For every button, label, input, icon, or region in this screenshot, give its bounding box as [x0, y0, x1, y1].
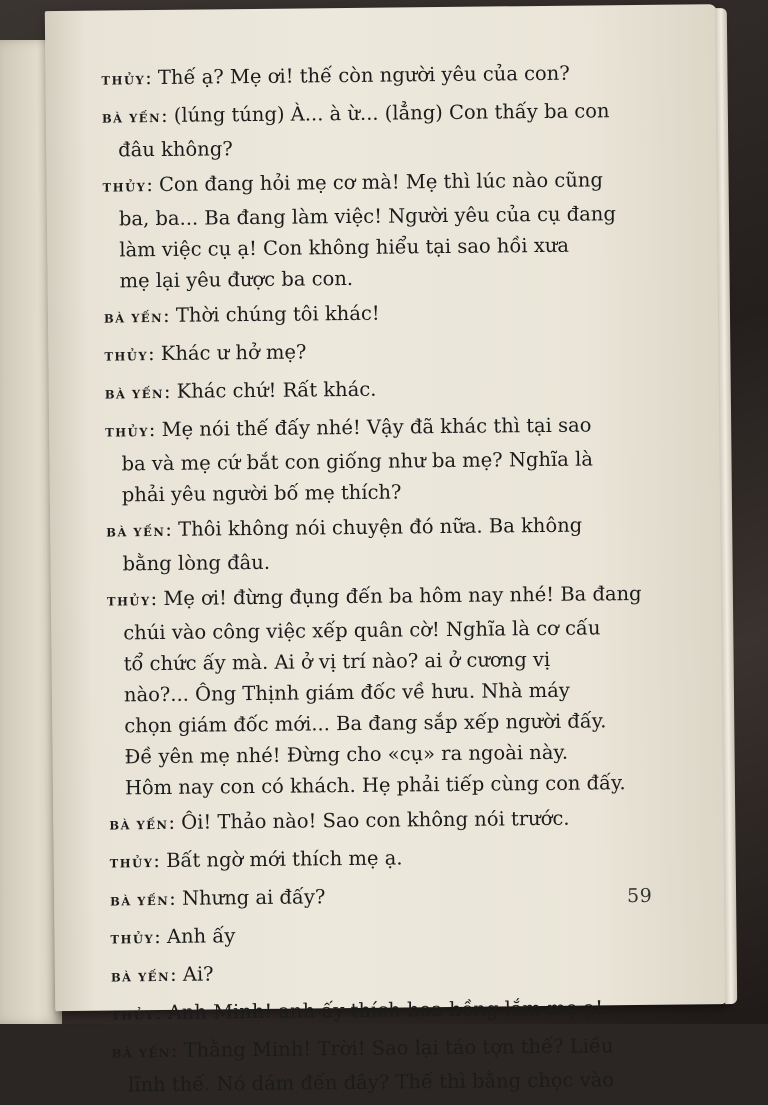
dialogue-text-line: Con đang hỏi mẹ cơ mà! Mẹ thì lúc nào cũng [158, 168, 603, 196]
dialogue-text-line: Mẹ nói thế đấy nhé! Vậy đã khác thì tại sao [161, 413, 592, 441]
speaker-separator: : [162, 303, 177, 327]
dialogue-text-line: Ôi! Thảo nào! Sao con không nói trước. [181, 806, 570, 834]
dialogue-first-line [102, 95, 662, 135]
speaker-separator: : [169, 886, 183, 910]
dialogue-text-line: Thế ạ? Mẹ ơi! thế còn người yêu của con? [157, 61, 570, 89]
dialogue-entry [105, 409, 666, 511]
dialogue-first-line [110, 878, 670, 918]
dialogue-first-line [105, 371, 665, 411]
speaker-name: THỦY [110, 932, 155, 947]
dialogue-entry [111, 992, 671, 1032]
dialogue-text-line: chọn giám đốc mới... Ba đang sắp xếp người đấy. [124, 709, 607, 738]
speaker-name: BÀ YẾN [103, 310, 164, 326]
dialogue-text-line: Đề yên mẹ nhé! Đừng cho «cụ» ra ngoài này. [124, 740, 569, 769]
dialogue-text-line: phải yêu người bố mẹ thích? [121, 480, 402, 507]
dialogue-text-line: ba, ba... Ba đang làm việc! Người yêu của cụ đang [118, 202, 616, 231]
speaker-separator: : [150, 586, 164, 611]
speaker-name: BÀ YẾN [101, 110, 162, 126]
dialogue-text-line: Bất ngờ mới thích mẹ ạ. [166, 846, 403, 872]
dialogue-continuation-line [107, 612, 667, 649]
dialogue-text-line: Anh ấy [166, 924, 236, 948]
dialogue-continuation-line [106, 543, 666, 580]
dialogue-text-line: mẹ lại yêu được ba con. [119, 266, 354, 293]
dialogue-text-line: Mẹ ơi! đừng đụng đến ba hôm nay nhé! Ba đang [163, 581, 642, 610]
dialogue-continuation-line [105, 443, 665, 480]
dialogue-entry [110, 878, 670, 918]
dialogue-first-line [101, 57, 661, 97]
dialogue-entry [105, 371, 665, 411]
dialogue-continuation-line [103, 198, 663, 235]
speaker-name: THỦY [102, 180, 147, 195]
dialogue-text-line: Thời chúng tôi khác! [175, 301, 380, 327]
dialogue-first-line [111, 954, 671, 994]
speaker-separator: : [170, 1038, 184, 1062]
speaker-name: THỦY [101, 73, 146, 88]
speaker-name: BÀ YẾN [104, 386, 165, 402]
dialogue-first-line [109, 802, 669, 842]
dialogue-first-line [104, 295, 664, 335]
speaker-separator: : [154, 1000, 168, 1025]
dialogue-text-line: nào?... Ông Thịnh giám đốc về hưu. Nhà máy [123, 678, 570, 707]
speaker-separator: : [165, 517, 179, 541]
dialogue-text-line: lĩnh thế. Nó dám đến đây? Thế thì bằng chọc vào [127, 1068, 615, 1097]
dialogue-first-line [104, 333, 664, 373]
speaker-name: BÀ YẾN [106, 524, 166, 540]
dialogue-text-line: Anh Minh! anh ấy thích hoa hồng lắm mẹ ạ! [167, 996, 604, 1024]
speaker-separator: : [160, 103, 174, 127]
dialogue-continuation-line [106, 474, 666, 511]
dialogue-continuation-line [103, 260, 663, 297]
dialogue-text-line: làm việc cụ ạ! Con không hiểu tại sao hồi xưa [119, 233, 570, 262]
dialogue-entry [112, 1030, 673, 1101]
speaker-separator: : [169, 962, 183, 986]
speaker-name: THỦY [104, 349, 149, 364]
speaker-separator: : [146, 172, 160, 197]
dialogue-entry [104, 333, 664, 373]
dialogue-entry [110, 916, 670, 956]
speaker-name: BÀ YẾN [110, 893, 170, 909]
dialogue-text-line: chúi vào công việc xếp quân cờ! Nghĩa là cơ cấu [123, 616, 601, 645]
speaker-name: THỦY [106, 594, 151, 609]
dialogue-entry [110, 840, 670, 880]
dialogue-text-line: Thôi không nói chuyện đó nữa. Ba không [178, 513, 583, 541]
dialogue-text [101, 57, 672, 1105]
dialogue-text-line: bằng lòng đâu. [122, 550, 271, 576]
dialogue-first-line [111, 992, 671, 1032]
dialogue-first-line [110, 840, 670, 880]
dialogue-entry [102, 164, 663, 297]
dialogue-entry [104, 295, 664, 335]
dialogue-entry [111, 954, 671, 994]
speaker-name: BÀ YẾN [109, 817, 169, 833]
dialogue-entry [101, 57, 661, 97]
dialogue-text-line: Nhưng ai đấy? [181, 885, 326, 910]
speaker-separator: : [145, 65, 159, 90]
dialogue-entry [107, 578, 669, 804]
dialogue-continuation-line [109, 767, 669, 804]
dialogue-text-line: Thằng Minh! Trời! Sao lại táo tợn thế? Liều [183, 1034, 614, 1062]
dialogue-entry [106, 509, 667, 580]
speaker-separator: : [147, 341, 161, 366]
speaker-separator: : [163, 379, 177, 403]
speaker-name: BÀ YẾN [111, 1045, 171, 1061]
book-page [45, 4, 727, 1097]
speaker-name: THỦY [109, 856, 154, 871]
dialogue-entry [109, 802, 669, 842]
dialogue-text-line: Khác ư hở mẹ? [160, 340, 307, 365]
speaker-separator: : [148, 417, 162, 442]
page-number: 59 [626, 884, 653, 908]
dialogue-text-line: Khác chứ! Rất khác. [176, 377, 377, 403]
speaker-name: BÀ YẾN [110, 969, 171, 985]
speaker-separator: : [154, 924, 168, 949]
speaker-separator: : [153, 848, 167, 873]
dialogue-text-line: đâu không? [118, 137, 233, 162]
speaker-separator: : [168, 810, 182, 834]
dialogue-first-line [110, 916, 670, 956]
dialogue-continuation-line [108, 705, 668, 742]
speaker-name: THỦY [105, 425, 149, 440]
dialogue-text-line: tổ chức ấy mà. Ai ở vị trí nào? ai ở cương vị [123, 647, 551, 676]
dialogue-entry [102, 95, 663, 166]
dialogue-text-line: Ai? [182, 962, 214, 986]
dialogue-continuation-line [102, 129, 662, 166]
dialogue-continuation-line [112, 1064, 672, 1101]
dialogue-text-line: Hôm nay con có khách. Hẹ phải tiếp cùng con đấy. [124, 771, 626, 800]
speaker-name: THỦY [111, 1008, 156, 1023]
dialogue-text-line: ba và mẹ cứ bắt con giống như ba mẹ? Nghĩa là [121, 447, 594, 476]
dialogue-text-line: (lúng túng) À... à ừ... (lẳng) Con thấy ba con [173, 99, 610, 127]
dialogue-first-line [106, 509, 666, 549]
